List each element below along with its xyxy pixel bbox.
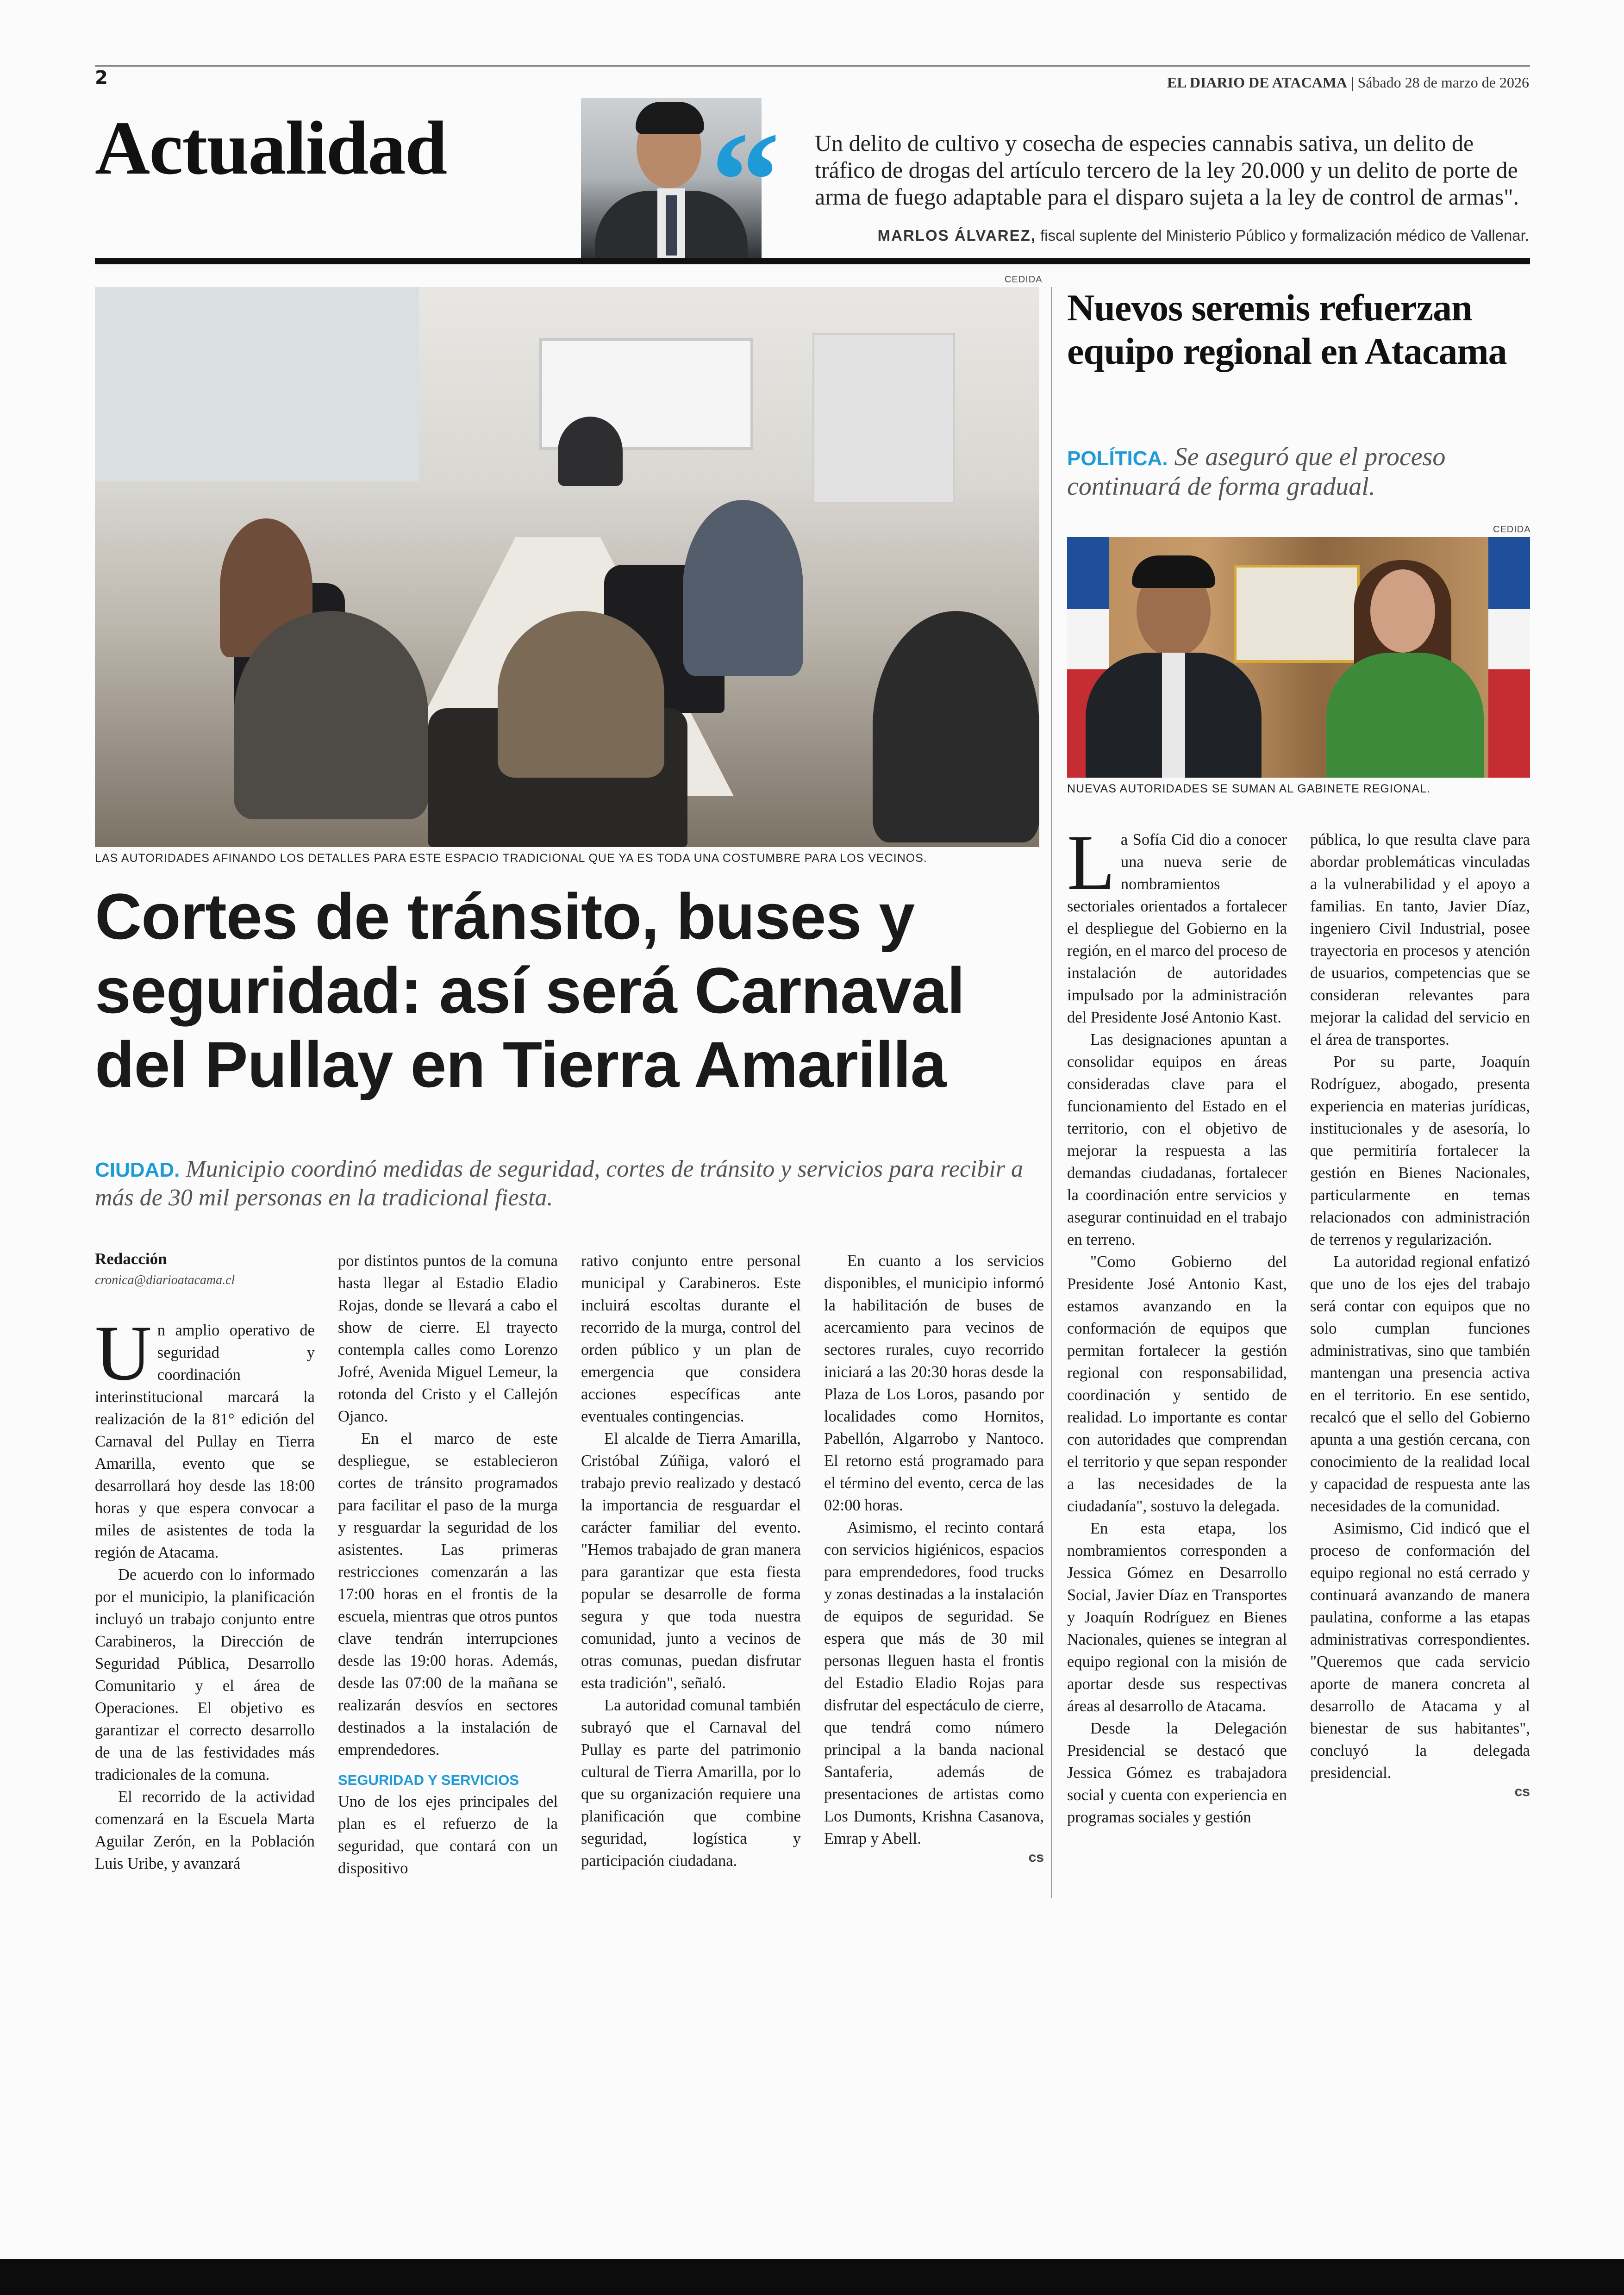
photo-credit: CEDIDA bbox=[1005, 274, 1043, 285]
main-column-3 bbox=[581, 1250, 801, 1872]
paragraph: "Como Gobierno del Presidente José Antonio Kast, estamos avanzando en la conformación de equipos que permitan fortalecer la gestión regional con responsabilidad, coordinación y sentido de realidad. Lo importante es contar con autoridades que comprendan el territorio y que sepan responder a las necesidades de la ciudadanía", sostuvo la delegada. bbox=[1067, 1253, 1287, 1515]
paragraph: Asimismo, Cid indicó que el proceso de conformación del equipo regional no está cerrado y continuará avanzando de manera paulatina, conforme a las etapas administrativas correspondientes. "Queremos que cada servicio aporte de manera concreta al desarrollo de Atacama y al bienestar de sus habitantes", concluyó la delegada presidencial. bbox=[1310, 1520, 1530, 1782]
section-tag: POLÍTICA. bbox=[1067, 447, 1168, 470]
side-column-1 bbox=[1067, 819, 1287, 1828]
paragraph: En cuanto a los servicios disponibles, el municipio informó la habilitación de buses de acercamiento para vecinos de sectores rurales, cuyo recorrido iniciará a las 20:30 horas desde la Plaza de Los Loros, pasando por localidades como Hornitos, Pabellón, Algarrobo y Nantoco. El retorno está programado para el término del evento, cerca de las 02:00 horas. bbox=[824, 1252, 1044, 1514]
paragraph: rativo conjunto entre personal municipal y Carabineros. Este incluirá escoltas durante el recorrido de la murga, control del orden público y un plan de emergencia que considera acciones específicas ante eventuales contingencias. bbox=[581, 1252, 801, 1425]
header-divider bbox=[95, 258, 1530, 264]
paragraph: Uno de los ejes principales del plan es el refuerzo de la seguridad, que contará con un dispositivo bbox=[338, 1793, 558, 1877]
quote-attribution bbox=[878, 227, 1529, 244]
end-mark-icon: cs bbox=[1514, 1784, 1530, 1799]
column-divider bbox=[1051, 287, 1052, 1898]
masthead bbox=[1167, 74, 1529, 91]
dropcap: L bbox=[1067, 819, 1115, 906]
main-column-4 bbox=[824, 1250, 1044, 1865]
paragraph: Asimismo, el recinto contará con servicios higiénicos, espacios para emprendedores, food trucks y zonas destinadas a la instalación de equipos de seguridad. Se espera que más de 30 mil personas lleguen hasta el frontis del Estadio Eladio Rojas para disfrutar del espectáculo de cierre, que tendrá como número principal a la banda nacional Santaferia, además de presentaciones de artistas como Los Dumonts, Krishna Casanova, Emrap y Abell. bbox=[824, 1519, 1044, 1847]
main-article-photo bbox=[95, 287, 1039, 847]
end-mark-icon: cs bbox=[1028, 1850, 1044, 1865]
side-deck bbox=[1067, 442, 1535, 501]
author-email: cronica@diarioatacama.cl bbox=[95, 1273, 235, 1287]
paragraph: por distintos puntos de la comuna hasta llegar al Estadio Eladio Rojas, donde se llevará a cabo el show de cierre. El trayecto contempla calles como Lorenzo Jofré, Avenida Miguel Lemeur, la rotonda del Cristo y el Callejón Ojanco. bbox=[338, 1252, 558, 1425]
side-column-2 bbox=[1310, 829, 1530, 1800]
dropcap: U bbox=[95, 1310, 152, 1397]
bottom-bar bbox=[0, 2259, 1624, 2295]
issue-date: | Sábado 28 de marzo de 2026 bbox=[1347, 74, 1529, 91]
side-photo-caption: NUEVAS AUTORIDADES SE SUMAN AL GABINETE REGIONAL. bbox=[1067, 782, 1430, 795]
subheading: SEGURIDAD Y SERVICIOS bbox=[338, 1772, 519, 1788]
paragraph: En el marco de este despliegue, se establecieron cortes de tránsito programados para facilitar el paso de la murga y resguardar la seguridad de los asistentes. Las primeras restricciones comenzarán a las 17:00 horas en el frontis de la escuela, mientras que otros puntos clave tendrán interrupciones desde las 19:00 horas. Además, desde las 07:00 de la mañana se realizarán desvíos en sectores destinados a la instalación de emprendedores. bbox=[338, 1430, 558, 1759]
paper-name: EL DIARIO DE ATACAMA bbox=[1167, 74, 1348, 91]
section-title: Actualidad bbox=[95, 106, 447, 190]
side-deck-text: Se aseguró que el proceso continuará de forma gradual. bbox=[1067, 443, 1446, 501]
main-deck-text: Municipio coordinó medidas de seguridad, cortes de tránsito y servicios para recibir a más de 30 mil personas en la tradicional fiesta. bbox=[95, 1156, 1024, 1211]
side-headline: Nuevos seremis refuerzan equipo regional en Atacama bbox=[1067, 287, 1507, 372]
paragraph: a Sofía Cid dio a conocer una nueva serie de nombramientos sectoriales orientados a fortalecer el despliegue del Gobierno en la región, en el marco del proceso de instalación de autoridades impulsado por la administración del Presidente José Antonio Kast. bbox=[1067, 831, 1287, 1026]
photo-credit: CEDIDA bbox=[1493, 524, 1531, 535]
quote-author-name: MARLOS ÁLVAREZ, bbox=[877, 227, 1036, 244]
main-column-2 bbox=[338, 1250, 558, 1879]
paragraph: El alcalde de Tierra Amarilla, Cristóbal Zúñiga, valoró el trabajo previo realizado y destacó la importancia de resguardar el carácter familiar del evento. "Hemos trabajado de gran manera para garantizar que esta fiesta popular se desarrolle de forma segura y que toda nuestra comunidad, junto a vecinos de otras comunas, puedan disfrutar esta tradición", señaló. bbox=[581, 1430, 801, 1692]
paragraph: Las designaciones apuntan a consolidar equipos en áreas consideradas clave para el funcionamiento del Estado en el territorio, con el objetivo de mejorar la respuesta a las demandas ciudadanas, fortalecer la coordinación entre servicios y asegurar continuidad en el trabajo en terreno. bbox=[1067, 1031, 1287, 1248]
quote-author-role: fiscal suplente del Ministerio Público y formalización médico de Vallenar. bbox=[1036, 227, 1529, 244]
byline: Redacción bbox=[95, 1250, 167, 1268]
side-article-photo bbox=[1067, 537, 1530, 778]
paragraph: En esta etapa, los nombramientos corresponden a Jessica Gómez en Desarrollo Social, Javier Díaz en Transportes y Joaquín Rodríguez en Bienes Nacionales, quienes se integran al equipo regional con la misión de aportar desde sus respectivas áreas al desarrollo de Atacama. bbox=[1067, 1520, 1287, 1715]
paragraph: La autoridad comunal también subrayó que el Carnaval del Pullay es parte del patrimonio cultural de Tierra Amarilla, por lo que su organización requiere una planificación que combine seguridad, logística y participación ciudadana. bbox=[581, 1696, 801, 1870]
paragraph: De acuerdo con lo informado por el municipio, la planificación incluyó un trabajo conjunto entre Carabineros, la Dirección de Seguridad Pública, Desarrollo Comunitario y el área de Operaciones. El objetivo es garantizar el correcto desarrollo de una de las festividades más tradicionales de la comuna. bbox=[95, 1566, 315, 1784]
quote-mark-icon: “ bbox=[711, 104, 780, 257]
main-column-1 bbox=[95, 1310, 315, 1875]
paragraph: n amplio operativo de seguridad y coordinación interinstitucional marcará la realización de la 81° edición del Carnaval del Pullay en Tierra Amarilla, evento que se desarrollará hoy desde las 18:00 horas y que espera convocar a miles de asistentes de toda la región de Atacama. bbox=[95, 1322, 315, 1561]
paragraph: pública, lo que resulta clave para abordar problemáticas vinculadas a la vulnerabilidad y el apoyo a familias. En tanto, Javier Díaz, ingeniero Civil Industrial, posee trayectoria en procesos y atención de usuarios, competencias que se consideran relevantes para mejorar la calidad del servicio en el área de transportes. bbox=[1310, 831, 1530, 1048]
main-headline: Cortes de tránsito, buses y seguridad: así será Carnaval del Pullay en Tierra Amarilla bbox=[95, 880, 965, 1101]
top-rule bbox=[95, 65, 1530, 67]
main-photo-caption: LAS AUTORIDADES AFINANDO LOS DETALLES PARA ESTE ESPACIO TRADICIONAL QUE YA ES TODA UNA COSTUMBRE PARA LOS VECINOS. bbox=[95, 852, 927, 865]
page-number: 2 bbox=[95, 67, 108, 88]
pull-quote: Un delito de cultivo y cosecha de especies cannabis sativa, un delito de tráfico de drogas del artículo tercero de la ley 20.000 y un delito de porte de arma de fuego adaptable para el disparo sujeta a la ley de control de armas". bbox=[815, 130, 1519, 210]
paragraph: El recorrido de la actividad comenzará en la Escuela Marta Aguilar Zerón, en la Población Luis Uribe, y avanzará bbox=[95, 1788, 315, 1872]
paragraph: La autoridad regional enfatizó que uno de los ejes del trabajo será contar con equipos que no solo cumplan funciones administrativas, sino que también mantengan una presencia activa en el territorio. En ese sentido, recalcó que el sello del Gobierno apunta a una gestión cercana, con conocimiento de la realidad local y capacidad de respuesta ante las necesidades de la comunidad. bbox=[1310, 1253, 1530, 1515]
paragraph: Desde la Delegación Presidencial se destacó que Jessica Gómez es trabajadora social y cuenta con experiencia en programas sociales y gestión bbox=[1067, 1720, 1287, 1826]
main-deck bbox=[95, 1155, 1049, 1212]
paragraph: Por su parte, Joaquín Rodríguez, abogado, presenta experiencia en materias jurídicas, institucionales y de asesoría, lo que permitiría fortalecer la gestión en Bienes Nacionales, particularmente en temas relacionados con administración de terrenos y regularización. bbox=[1310, 1053, 1530, 1248]
section-tag: CIUDAD. bbox=[95, 1159, 180, 1181]
